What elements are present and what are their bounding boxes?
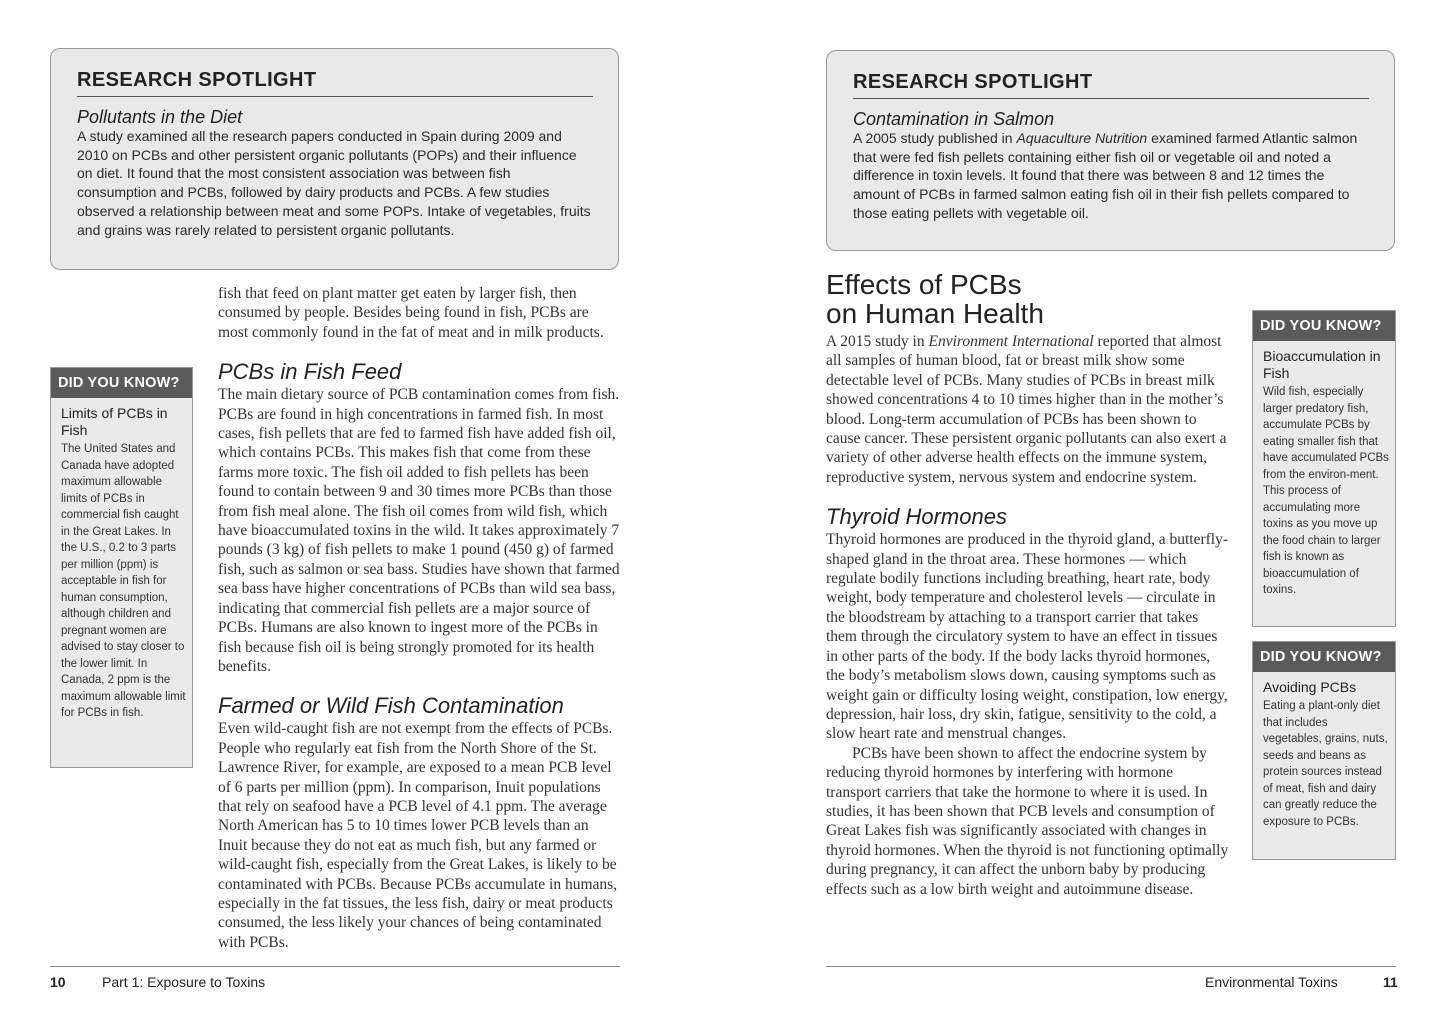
research-spotlight-right: [826, 50, 1395, 251]
main-body-journal: Environment International: [928, 333, 1094, 350]
did-you-know-body: The United States and Canada have adopted maximum allowable limits of PCBs in commercial fish caught in the Great Lakes. In the U.S., 0.2 to 3 parts per million (ppm) is acceptable in fish for human consumption, although children and pregnant women are advised to stay closer to the lower limit. In Canada, 2 ppm is the maximum allowable limit for PCBs in fish.: [61, 443, 186, 719]
did-you-know-body: Wild fish, especially larger predatory fish, accumulate PCBs by eating smaller fish that have accumulated PCBs from the environ-ment. This process of accumulating more toxins as you move up the food chain to larger fish is known as bioaccumulation of toxins.: [1263, 386, 1389, 596]
spotlight-heading: RESEARCH SPOTLIGHT: [853, 71, 1369, 99]
intro-paragraph: fish that feed on plant matter get eaten by larger fish, then consumed by people. Besides being found in fish, PCBs are most commonly found in the fat of meat and in milk products.: [218, 285, 604, 341]
research-spotlight-left: [50, 48, 619, 270]
spotlight-title: Contamination in Salmon: [853, 109, 1055, 129]
spotlight-body-after: examined farmed Atlantic salmon that were fed fish pellets containing either fish oil or vegetable oil and noted a difference in toxin levels. It found that there was between 8 and 12 times the amount of PCBs in farmed salmon eating fish oil in their fish pellets compared to those eating pellets with vegetable oil.: [853, 130, 1358, 221]
section-body-fish-feed: The main dietary source of PCB contamination comes from fish. PCBs are found in high concentrations in farmed fish. In most cases, fish pellets that are fed to farmed fish have added fish oil, which contains PCBs. This makes fish that come from these farms more toxic. The fish oil added to fish pellets has been found to contain between 9 and 30 times more PCBs than those from fish meal alone. The fish oil comes from wild fish, which have bioaccumulated toxins in the wild. It takes approximately 7 pounds (3 kg) of fish pellets to make 1 pound (450 g) of farmed fish, such as salmon or sea bass. Studies have shown that farmed sea bass have higher concentrations of PCBs than wild sea bass, indicating that commercial fish pellets are a major source of PCBs. Humans are also known to ingest more of the PCBs in fish because fish oil is being strongly promoted for its health benefits.: [218, 386, 620, 675]
did-you-know-heading: DID YOU KNOW?: [1253, 642, 1395, 672]
did-you-know-title: Limits of PCBs in Fish: [61, 405, 168, 438]
did-you-know-avoiding: [1252, 641, 1396, 860]
spotlight-title: Pollutants in the Diet: [77, 107, 243, 127]
section-body-thyroid-1: Thyroid hormones are produced in the thyroid gland, a butterfly-shaped gland in the throat area. These hormones — which regulate bodily functions including breathing, heart rate, body weight, body temperature and cholesterol levels — circulate in the bloodstream by attaching to a transport carrier that takes them through the circulatory system to have an effect in tissues in other parts of the body. If the body lacks thyroid hormones, the body’s metabolism slows down, causing symptoms such as weight gain or difficulty losing weight, constipation, low energy, depression, hair loss, dry skin, fatigue, sensitivity to the cold, a slow heart rate and menstrual changes.: [826, 531, 1229, 743]
did-you-know-title: Avoiding PCBs: [1263, 679, 1357, 695]
running-head-right: Environmental Toxins: [1205, 974, 1338, 990]
spotlight-body: A study examined all the research papers conducted in Spain during 2009 and 2010 on PCBs and other persistent organic pollutants (POPs) and their influence on diet. It found that the most consistent association was between fish consumption and PCBs, followed by dairy products and PCBs. A few studies observed a relationship between meat and some POPs. Intake of vegetables, fruits and grains was rarely related to persistent organic pollutants.: [77, 128, 591, 238]
footer-rule-left: [50, 966, 620, 967]
did-you-know-heading: DID YOU KNOW?: [51, 368, 192, 398]
did-you-know-title: Bioaccumulation in Fish: [1263, 348, 1381, 381]
section-body-thyroid-2: PCBs have been shown to affect the endocrine system by reducing thyroid hormones by interfering with hormone transport carriers that take the hormone to where it is used. In studies, it has been shown that PCB levels and consumption of Great Lakes fish was significantly associated with changes in thyroid hormones. When the thyroid is not functioning optimally during pregnancy, it can affect the unborn baby by producing effects such as a low birth weight and autoimmune disease.: [826, 744, 1229, 898]
section-heading-fish-feed: PCBs in Fish Feed: [218, 359, 402, 385]
section-heading-farmed-wild: Farmed or Wild Fish Contamination: [218, 693, 564, 719]
page-title: [826, 270, 1044, 328]
page-title-line-1: Effects of PCBs: [826, 269, 1022, 300]
did-you-know-heading: DID YOU KNOW?: [1253, 311, 1395, 341]
footer-rule-right: [826, 966, 1396, 967]
running-head-left: Part 1: Exposure to Toxins: [102, 974, 266, 990]
main-body-paragraph: [826, 332, 1230, 487]
page-number-right: 11: [1383, 974, 1398, 990]
spotlight-heading: RESEARCH SPOTLIGHT: [77, 69, 593, 97]
right-text-column: [826, 332, 1230, 899]
left-text-column: [218, 284, 620, 952]
main-body-before: A 2015 study in: [826, 333, 929, 350]
page-number-left: 10: [50, 974, 66, 990]
did-you-know-limits: [50, 367, 193, 768]
page-title-line-2: on Human Health: [826, 298, 1044, 329]
spotlight-body: [853, 129, 1369, 223]
main-body-after: reported that almost all samples of human blood, fat or breast milk show some detectable level of PCBs. Many studies of PCBs in breast milk showed concentrations 4 to 10 times higher than in the mother’s blood. Long-term accumulation of PCBs has been shown to cause cancer. These persistent organic pollutants can also exert a variety of other adverse health effects on the immune system, reproductive system, nervous system and endocrine system.: [826, 333, 1227, 486]
section-body-farmed-wild: Even wild-caught fish are not exempt from the effects of PCBs. People who regularly eat fish from the North Shore of the St. Lawrence River, for example, are exposed to a mean PCB level of 6 parts per million (ppm). In comparison, Inuit populations that rely on seafood have a PCB level of 4.1 ppm. The average North American has 5 to 10 times lower PCB levels than an Inuit because they do not eat as much fish, but any farmed or wild-caught fish, especially from the Great Lakes, is likely to be contaminated with PCBs. Because PCBs accumulate in humans, especially in the fat tissues, the less fish, dairy or meat products consumed, the less likely your chances of being contaminated with PCBs.: [218, 720, 618, 951]
journal-name: Aquaculture Nutrition: [1016, 130, 1148, 146]
did-you-know-bioaccumulation: [1252, 310, 1396, 627]
spotlight-body-before: A 2005 study published in: [853, 130, 1017, 146]
did-you-know-body: Eating a plant-only diet that includes vegetables, grains, nuts, seeds and beans as protein sources instead of meat, fish and dairy can greatly reduce the exposure to PCBs.: [1263, 700, 1388, 828]
section-heading-thyroid: Thyroid Hormones: [826, 504, 1007, 530]
